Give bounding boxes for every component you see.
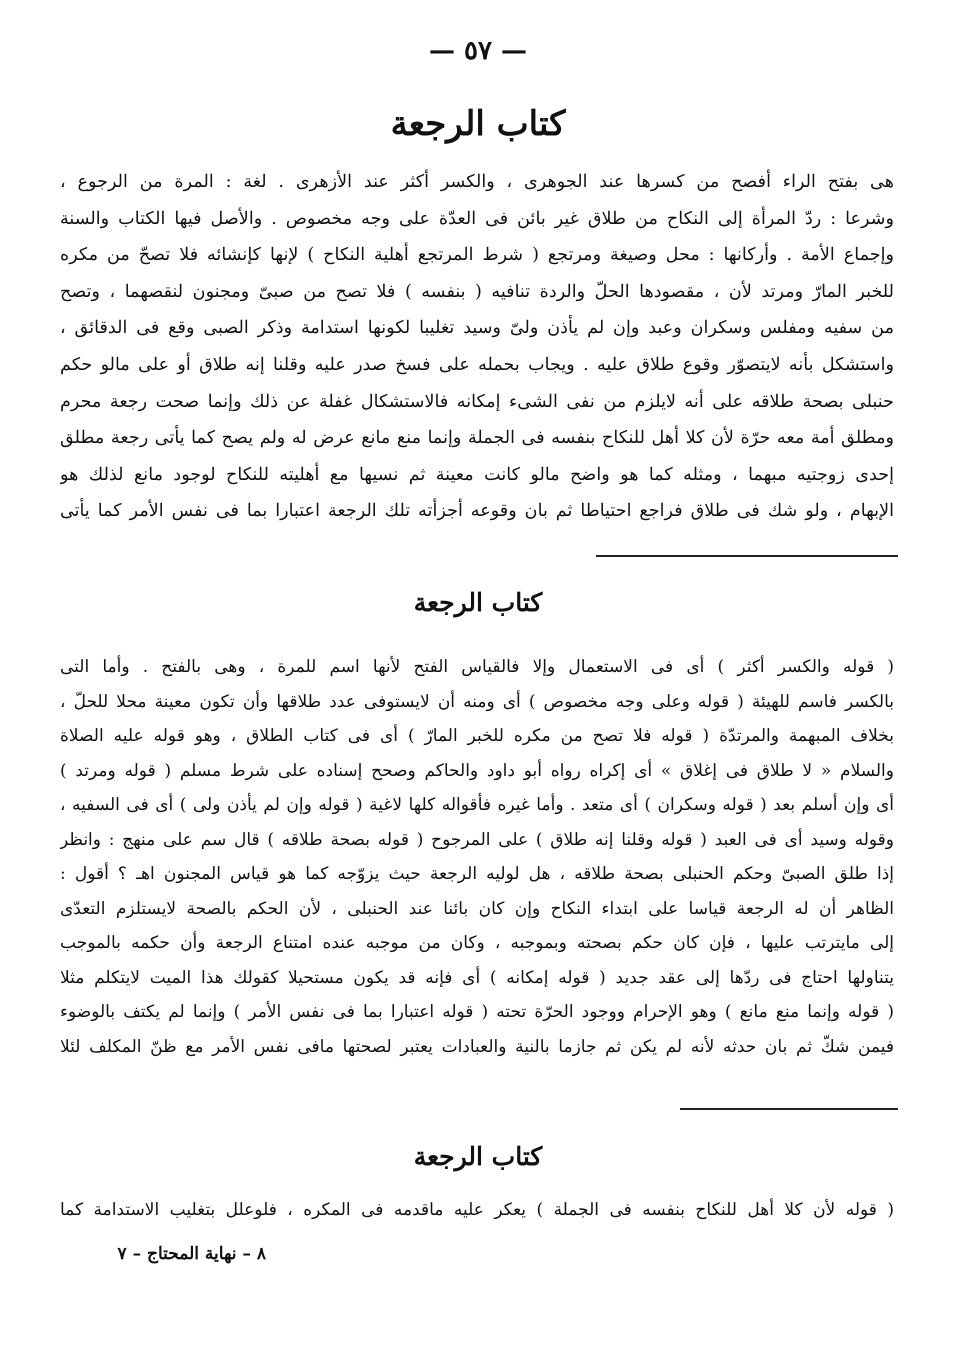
main-text-line: ومطلق أمة معه حرّة لأن كلا أهل للنكاح بنفسه فى الجملة وإنما منع مانع عرض له ولم يصح كما يأتى رجعة مطلق: [60, 428, 894, 449]
commentary-text-line: إذا طلق الصبىّ وحكم الحنبلى بصحة طلاقه ، هل لوليه الرجعة حيث يزوّجه كما هو قياس المجنون اهـ ؟ أقول :: [60, 864, 894, 884]
main-text-line: من سفيه ومفلس وسكران وعبد وإن لم يأذن ولىّ وسيد تغليبا لكونها استدامة وذكر الصبى وقع فى الدقائق ،: [60, 318, 894, 339]
main-text-block: [60, 164, 894, 530]
main-text-line: وإجماع الأمة . وأركانها : محل وصيغة ومرتجع ( شرط المرتجع أهلية النكاح ) لإنها كإنشائه فلا تصحّ من مكره: [60, 245, 894, 266]
main-text-line: واستشكل بأنه لايتصوّر وقوع طلاق عليه . ويجاب بحمله على فسخ صدر عليه وقلنا إنه طلاق أو على مالو حكم: [60, 354, 894, 375]
main-text-line: حنبلى بصحة طلاقه على أنه لايلزم من نفى الشىء إمكانه فالاستشكال غفلة عن ذلك وإنما صحت رجعة محرم: [60, 391, 894, 412]
commentary-text-line: إلى مايترتب عليها ، فإن كان حكم بصحته وبموجبه ، وكان من موجبه عنده امتناع الرجعة وأن حكمه بالموجب: [60, 933, 894, 953]
gloss-title: كتاب الرجعة: [413, 1142, 543, 1171]
main-chapter-title: كتاب الرجعة: [390, 104, 566, 144]
main-text-line: هى بفتح الراء أفصح من كسرها عند الجوهرى ، والكسر أكثر عند الأزهرى . لغة : المرة من الرجوع ،: [60, 172, 894, 192]
commentary-text-line: ( قوله وإنما منع مانع ) وهو الإحرام ووجود الحرّة تحته ( قوله اعتبارا بما فى نفس الأمر ) وإنما لم يكتف بالوضوء: [60, 1002, 894, 1022]
gloss-text-line: ( قوله لأن كلا أهل للنكاح بنفسه فى الجملة ) يعكر عليه ماقدمه فى المكره ، فلوعلل بتغليب الاستدامة كما: [60, 1200, 894, 1220]
commentary-text-line: وقوله وسيد أى فى العبد ( قوله وقلنا إنه طلاق ) على المرجوح ( قوله بصحة طلاقه ) قال سم على منهج : وانظر: [60, 829, 894, 850]
main-text-line: وشرعا : ردّ المرأة إلى النكاح من طلاق غير بائن فى العدّة على وجه مخصوص . والأصل فيها الكتاب والسنة: [60, 208, 894, 229]
commentary-text-line: فيمن شكّ ثم بان حدثه لأنه لم يكن ثم جازما بالنية والعبادات يعتبر لصحتها مافى نفس الأمر مع ظنّ المكلف لئلا: [60, 1036, 894, 1057]
commentary-text-line: أى وإن أسلم بعد ( قوله وسكران ) أى متعد . وأما غيره فأقواله كلها لاغية ( قوله وإن لم يأذن ولى ) أى فى السفيه ،: [60, 795, 894, 815]
commentary-text-line: يتناولها احتاج فى ردّها إلى عقد جديد ( قوله إمكانه ) أى فإنه قد يكون مستحيلا كقولك هذا الميت لايتكلم مثلا: [60, 967, 894, 988]
commentary-text-line: الظاهر أن له الرجعة قياسا على ابتداء النكاح وإن كان بائنا عند الحنبلى ، لأن الحكم بالصحة لايستلزم التعدّى: [60, 898, 894, 919]
main-text-line: الإبهام ، ولو شك فى طلاق فراجع احتياطا ثم بان وقوعه أجزأته تلك الرجعة اعتبارا بما فى نفس الأمر كما يأتى: [60, 501, 894, 522]
section-divider: [596, 555, 898, 557]
gloss-text-block: [60, 1192, 894, 1228]
main-text-line: إحدى زوجتيه مبهما ، ومثله كما هو واضح مالو كانت معينة ثم نسيها مع أهليته للنكاح لوجود مانع لذلك هو: [60, 464, 894, 485]
main-text-line: للخبر المارّ ومرتد لأن ، مقصودها الحلّ والردة تنافيه ( بنفسه ) فلا تصح من صبىّ ومجنون لنقصهما ، وتصح: [60, 281, 894, 302]
commentary-title: كتاب الرجعة: [413, 588, 543, 617]
commentary-text-line: بخلاف المبهمة والمرتدّة ( قوله فلا تصح من مكره للخبر المارّ ) أى فى كتاب الطلاق ، وهو قوله عليه الصلاة: [60, 726, 894, 746]
commentary-text-line: والسلام « لا طلاق فى إغلاق » أى إكراه رواه أبو داود والحاكم وصحح إسناده على شرط مسلم ( قوله ومرتد ): [60, 760, 894, 781]
commentary-text-line: بالكسر فاسم للهيئة ( قوله وعلى وجه مخصوص ) أى ومنه أن لايستوفى عدد طلاقها وأن تكون معينة محلا للحلّ ،: [60, 691, 894, 712]
footer-signature: ٨ – نهاية المحتاج – ٧: [117, 1244, 266, 1264]
commentary-text-line: ( قوله والكسر أكثر ) أى فى الاستعمال وإلا فالقياس الفتح لأنها اسم للمرة ، وهى بالفتح . وأما التى: [60, 657, 894, 677]
page-number: — ٥٧ —: [428, 36, 528, 66]
section-divider: [680, 1108, 898, 1110]
commentary-text-block: [60, 650, 894, 1064]
